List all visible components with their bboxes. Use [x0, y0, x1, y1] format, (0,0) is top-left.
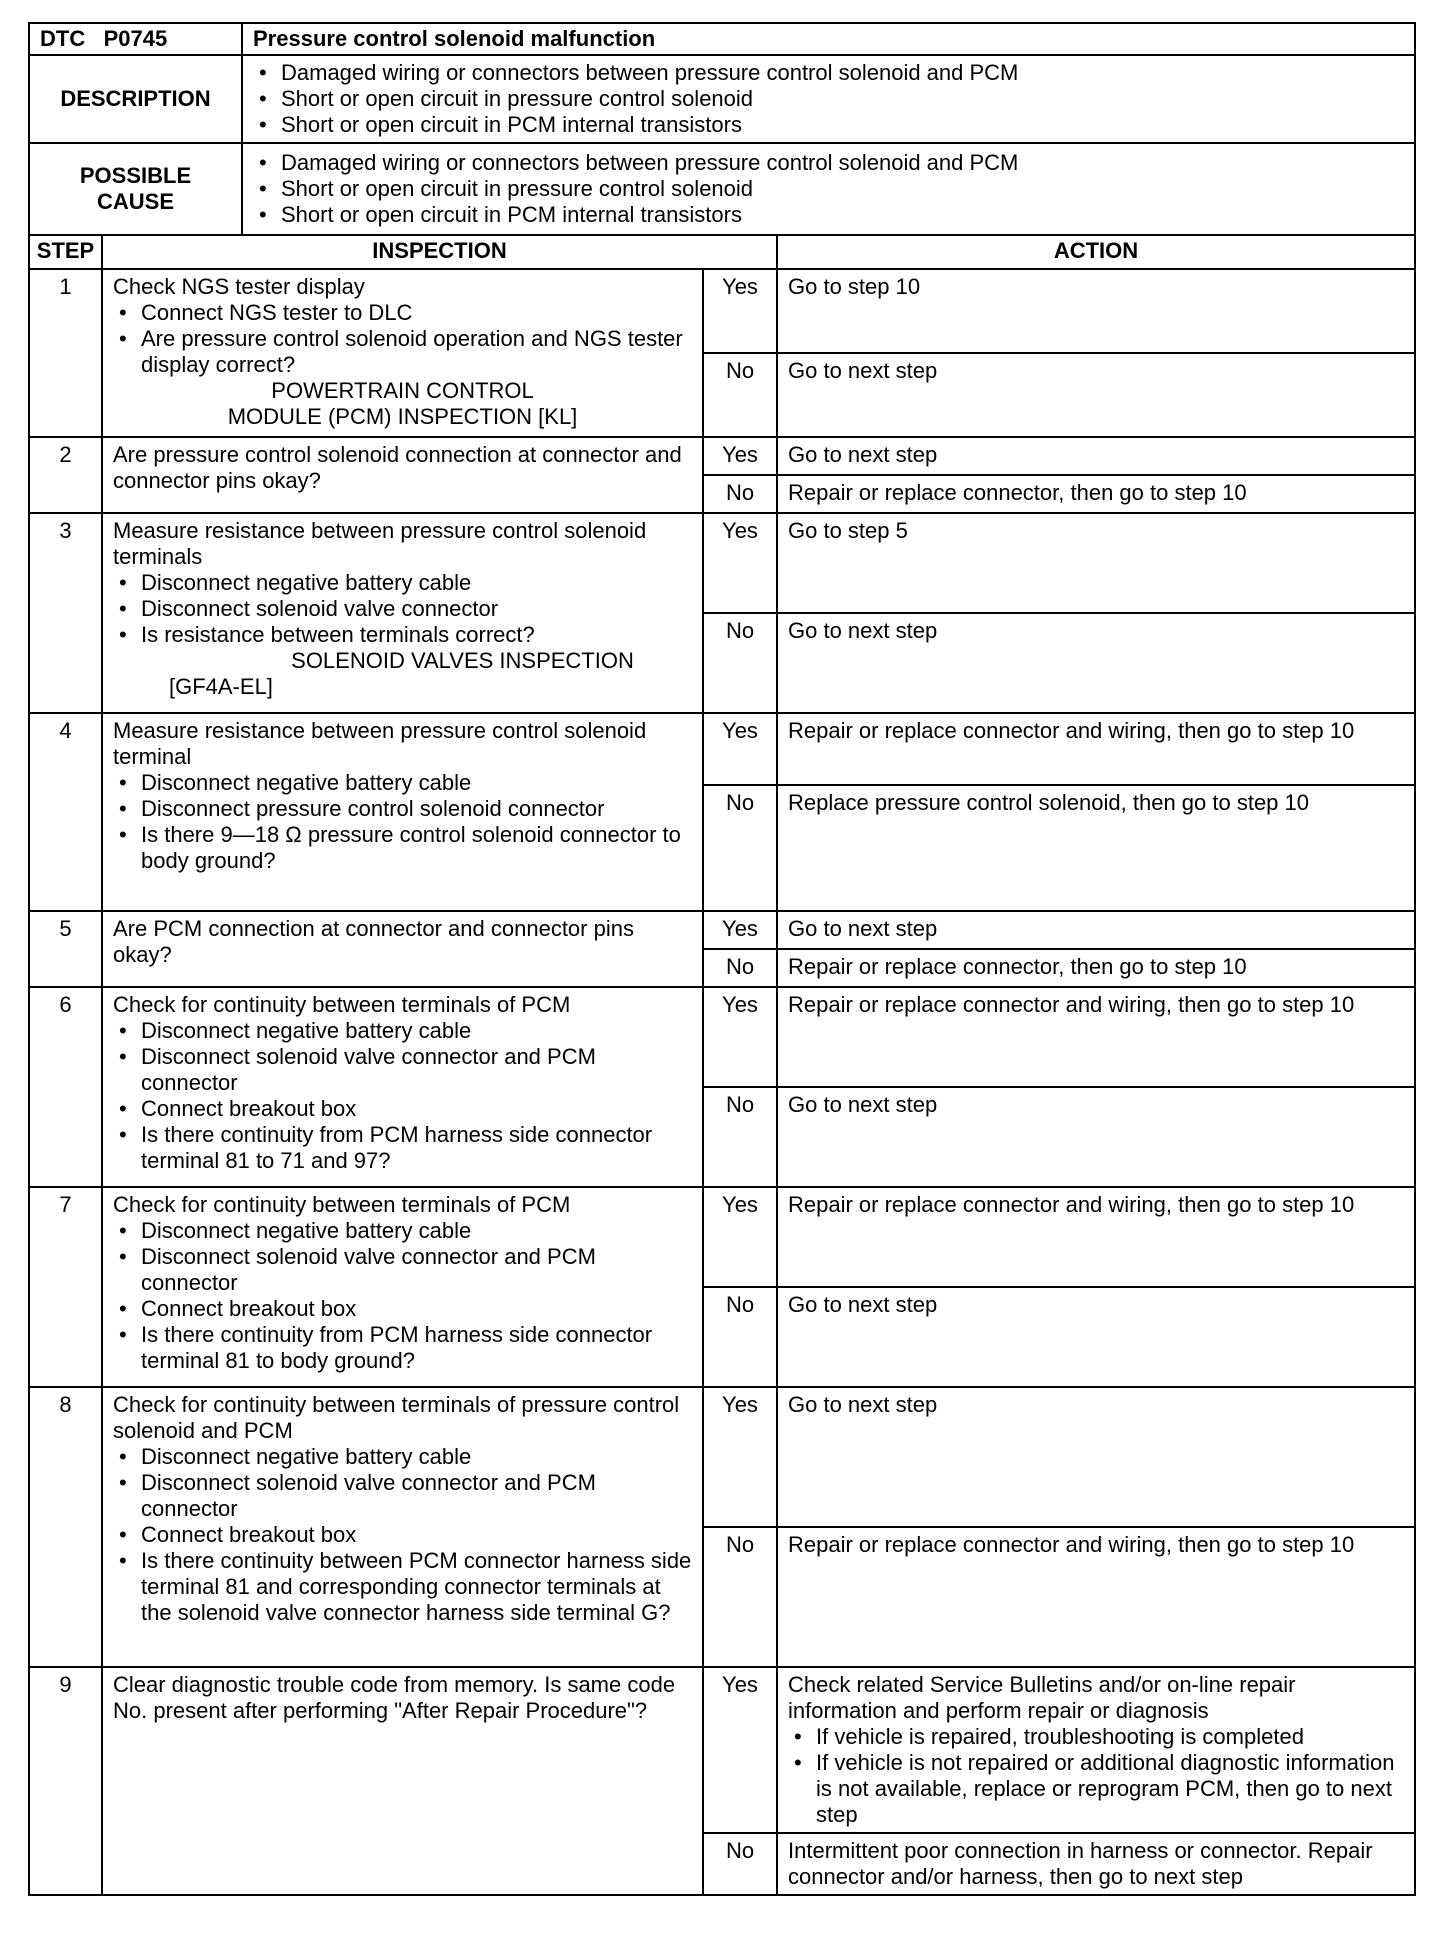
step-inspection: [102, 1667, 703, 1895]
list-item: • Short or open circuit in PCM internal transistors: [281, 112, 1404, 138]
step-bullets: [113, 300, 692, 378]
step-inspection: [102, 987, 703, 1187]
step-number: 4: [29, 713, 102, 911]
step-text: Are PCM connection at connector and connector pins okay?: [113, 916, 634, 967]
possible-cause-list: [253, 150, 1404, 228]
no-action: Replace pressure control solenoid, then go to step 10: [777, 785, 1415, 911]
yes-label: Yes: [703, 1387, 777, 1527]
yes-action: Go to step 10: [777, 269, 1415, 353]
yes-action: Repair or replace connector and wiring, then go to step 10: [777, 1187, 1415, 1287]
step-bullets: [113, 1218, 692, 1374]
no-action: Repair or replace connector and wiring, then go to step 10: [777, 1527, 1415, 1667]
yes-label: Yes: [703, 1187, 777, 1287]
no-action: Go to next step: [777, 353, 1415, 437]
step-text: Are pressure control solenoid connection at connector and connector pins okay?: [113, 442, 682, 493]
step-text: Check for continuity between terminals of PCM: [113, 992, 571, 1017]
list-item: • Is there 9—18 Ω pressure control solenoid connector to body ground?: [141, 822, 692, 874]
yes-label: Yes: [703, 911, 777, 949]
list-item: • Is there continuity from PCM harness side connector terminal 81 to 71 and 97?: [141, 1122, 692, 1174]
step-number: 7: [29, 1187, 102, 1387]
list-item: • Disconnect solenoid valve connector and PCM connector: [141, 1470, 692, 1522]
step-row: [29, 437, 1415, 475]
list-item: • If vehicle is repaired, troubleshooting is completed: [816, 1724, 1404, 1750]
list-item: • Is there continuity from PCM harness side connector terminal 81 to body ground?: [141, 1322, 692, 1374]
list-item: • Disconnect pressure control solenoid connector: [141, 796, 692, 822]
possible-cause-label: [29, 143, 242, 235]
description-label: DESCRIPTION: [29, 55, 242, 143]
list-item: • Connect breakout box: [141, 1096, 692, 1122]
list-item: • Disconnect negative battery cable: [141, 570, 692, 596]
step-number: 6: [29, 987, 102, 1187]
diagnostic-sheet: [28, 22, 1414, 1896]
step-inspection: [102, 1387, 703, 1667]
yes-label: Yes: [703, 513, 777, 613]
step-inspection: [102, 911, 703, 987]
no-label: No: [703, 785, 777, 911]
step-row: [29, 1187, 1415, 1287]
column-header-row: [29, 235, 1415, 269]
step-row: [29, 269, 1415, 353]
dtc-header-row: [29, 23, 1415, 55]
list-item: • Short or open circuit in PCM internal transistors: [281, 202, 1404, 228]
description-row: [29, 55, 1415, 143]
yes-label: Yes: [703, 1667, 777, 1833]
list-item: • Connect breakout box: [141, 1522, 692, 1548]
list-item: • Disconnect solenoid valve connector: [141, 596, 692, 622]
yes-label: Yes: [703, 437, 777, 475]
step-text: Check for continuity between terminals of pressure control solenoid and PCM: [113, 1392, 680, 1443]
step-row: [29, 713, 1415, 785]
column-header-step: STEP: [29, 235, 102, 269]
no-label: No: [703, 613, 777, 713]
step-row: [29, 987, 1415, 1087]
step-text: Check NGS tester display: [113, 274, 365, 299]
yes-action: Repair or replace connector and wiring, then go to step 10: [777, 987, 1415, 1087]
step-number: 9: [29, 1667, 102, 1895]
list-item: • Disconnect negative battery cable: [141, 1444, 692, 1470]
list-item: • Is resistance between terminals correct?: [141, 622, 692, 648]
no-label: No: [703, 1287, 777, 1387]
list-item: • Damaged wiring or connectors between pressure control solenoid and PCM: [281, 150, 1404, 176]
no-label: No: [703, 949, 777, 987]
step-inspection: [102, 1187, 703, 1387]
yes-action: Go to next step: [777, 1387, 1415, 1527]
yes-action-cell: [777, 1667, 1415, 1833]
step-text: Measure resistance between pressure control solenoid terminal: [113, 718, 647, 769]
list-item: • Disconnect negative battery cable: [141, 770, 692, 796]
description-list: [253, 60, 1404, 138]
yes-action-bullets: [788, 1724, 1404, 1828]
reference-link: [GF4A-EL]: [169, 674, 273, 699]
step-row: [29, 1387, 1415, 1527]
no-action: Repair or replace connector, then go to step 10: [777, 949, 1415, 987]
list-item: • Short or open circuit in pressure control solenoid: [281, 86, 1404, 112]
possible-cause-label-line1: POSSIBLE: [79, 163, 192, 188]
step-inspection: [102, 513, 703, 713]
list-item: • If vehicle is not repaired or additional diagnostic information is not available, replace or reprogram PCM, then go to next step: [816, 1750, 1404, 1828]
yes-action: Repair or replace connector and wiring, then go to step 10: [777, 713, 1415, 785]
no-action: Repair or replace connector, then go to step 10: [777, 475, 1415, 513]
dtc-label: DTC: [40, 26, 86, 51]
yes-action: Go to next step: [777, 437, 1415, 475]
no-action: Go to next step: [777, 1287, 1415, 1387]
list-item: • Is there continuity between PCM connector harness side terminal 81 and corresponding connector terminals at the solenoid valve connector harness side terminal G?: [141, 1548, 692, 1626]
no-label: No: [703, 1087, 777, 1187]
diagnostic-table: [28, 22, 1416, 1896]
dtc-title: Pressure control solenoid malfunction: [242, 23, 1415, 55]
list-item: • Disconnect negative battery cable: [141, 1018, 692, 1044]
yes-label: Yes: [703, 713, 777, 785]
step-text: Check for continuity between terminals of PCM: [113, 1192, 571, 1217]
reference-link: SOLENOID VALVES INSPECTION: [291, 648, 634, 673]
dtc-code: P0745: [103, 26, 168, 51]
yes-label: Yes: [703, 987, 777, 1087]
no-label: No: [703, 1833, 777, 1895]
step-inspection: [102, 713, 703, 911]
step-text: Measure resistance between pressure control solenoid terminals: [113, 518, 647, 569]
step-row: [29, 1667, 1415, 1833]
list-item: • Are pressure control solenoid operation and NGS tester display correct?: [141, 326, 692, 378]
yes-label: Yes: [703, 269, 777, 353]
step-number: 3: [29, 513, 102, 713]
description-content: [242, 55, 1415, 143]
list-item: • Disconnect solenoid valve connector and PCM connector: [141, 1044, 692, 1096]
step-number: 1: [29, 269, 102, 437]
list-item: • Short or open circuit in pressure control solenoid: [281, 176, 1404, 202]
step-text: Clear diagnostic trouble code from memory. Is same code No. present after performing "After Repair Procedure"?: [113, 1672, 676, 1723]
column-header-action: ACTION: [777, 235, 1415, 269]
dtc-code-cell: [29, 23, 242, 55]
reference-link: POWERTRAIN CONTROL: [271, 378, 534, 403]
possible-cause-row: [29, 143, 1415, 235]
reference-link: MODULE (PCM) INSPECTION [KL]: [227, 404, 578, 429]
step-bullets: [113, 770, 692, 874]
list-item: • Connect breakout box: [141, 1296, 692, 1322]
list-item: • Disconnect negative battery cable: [141, 1218, 692, 1244]
yes-action: Go to next step: [777, 911, 1415, 949]
no-label: No: [703, 353, 777, 437]
step-number: 2: [29, 437, 102, 513]
no-label: No: [703, 475, 777, 513]
no-label: No: [703, 1527, 777, 1667]
step-row: [29, 911, 1415, 949]
step-bullets: [113, 570, 692, 648]
list-item: • Connect NGS tester to DLC: [141, 300, 692, 326]
yes-action: Go to step 5: [777, 513, 1415, 613]
no-action: Go to next step: [777, 613, 1415, 713]
column-header-inspection: INSPECTION: [102, 235, 777, 269]
step-number: 8: [29, 1387, 102, 1667]
step-inspection: [102, 269, 703, 437]
step-bullets: [113, 1444, 692, 1626]
step-row: [29, 513, 1415, 613]
list-item: • Disconnect solenoid valve connector and PCM connector: [141, 1244, 692, 1296]
no-action: Go to next step: [777, 1087, 1415, 1187]
step-number: 5: [29, 911, 102, 987]
no-action: Intermittent poor connection in harness or connector. Repair connector and/or harness, then go to next step: [777, 1833, 1415, 1895]
possible-cause-content: [242, 143, 1415, 235]
possible-cause-label-line2: CAUSE: [96, 189, 174, 214]
yes-action: Check related Service Bulletins and/or on-line repair information and perform repair or diagnosis: [788, 1672, 1296, 1723]
step-bullets: [113, 1018, 692, 1174]
list-item: • Damaged wiring or connectors between pressure control solenoid and PCM: [281, 60, 1404, 86]
step-inspection: [102, 437, 703, 513]
